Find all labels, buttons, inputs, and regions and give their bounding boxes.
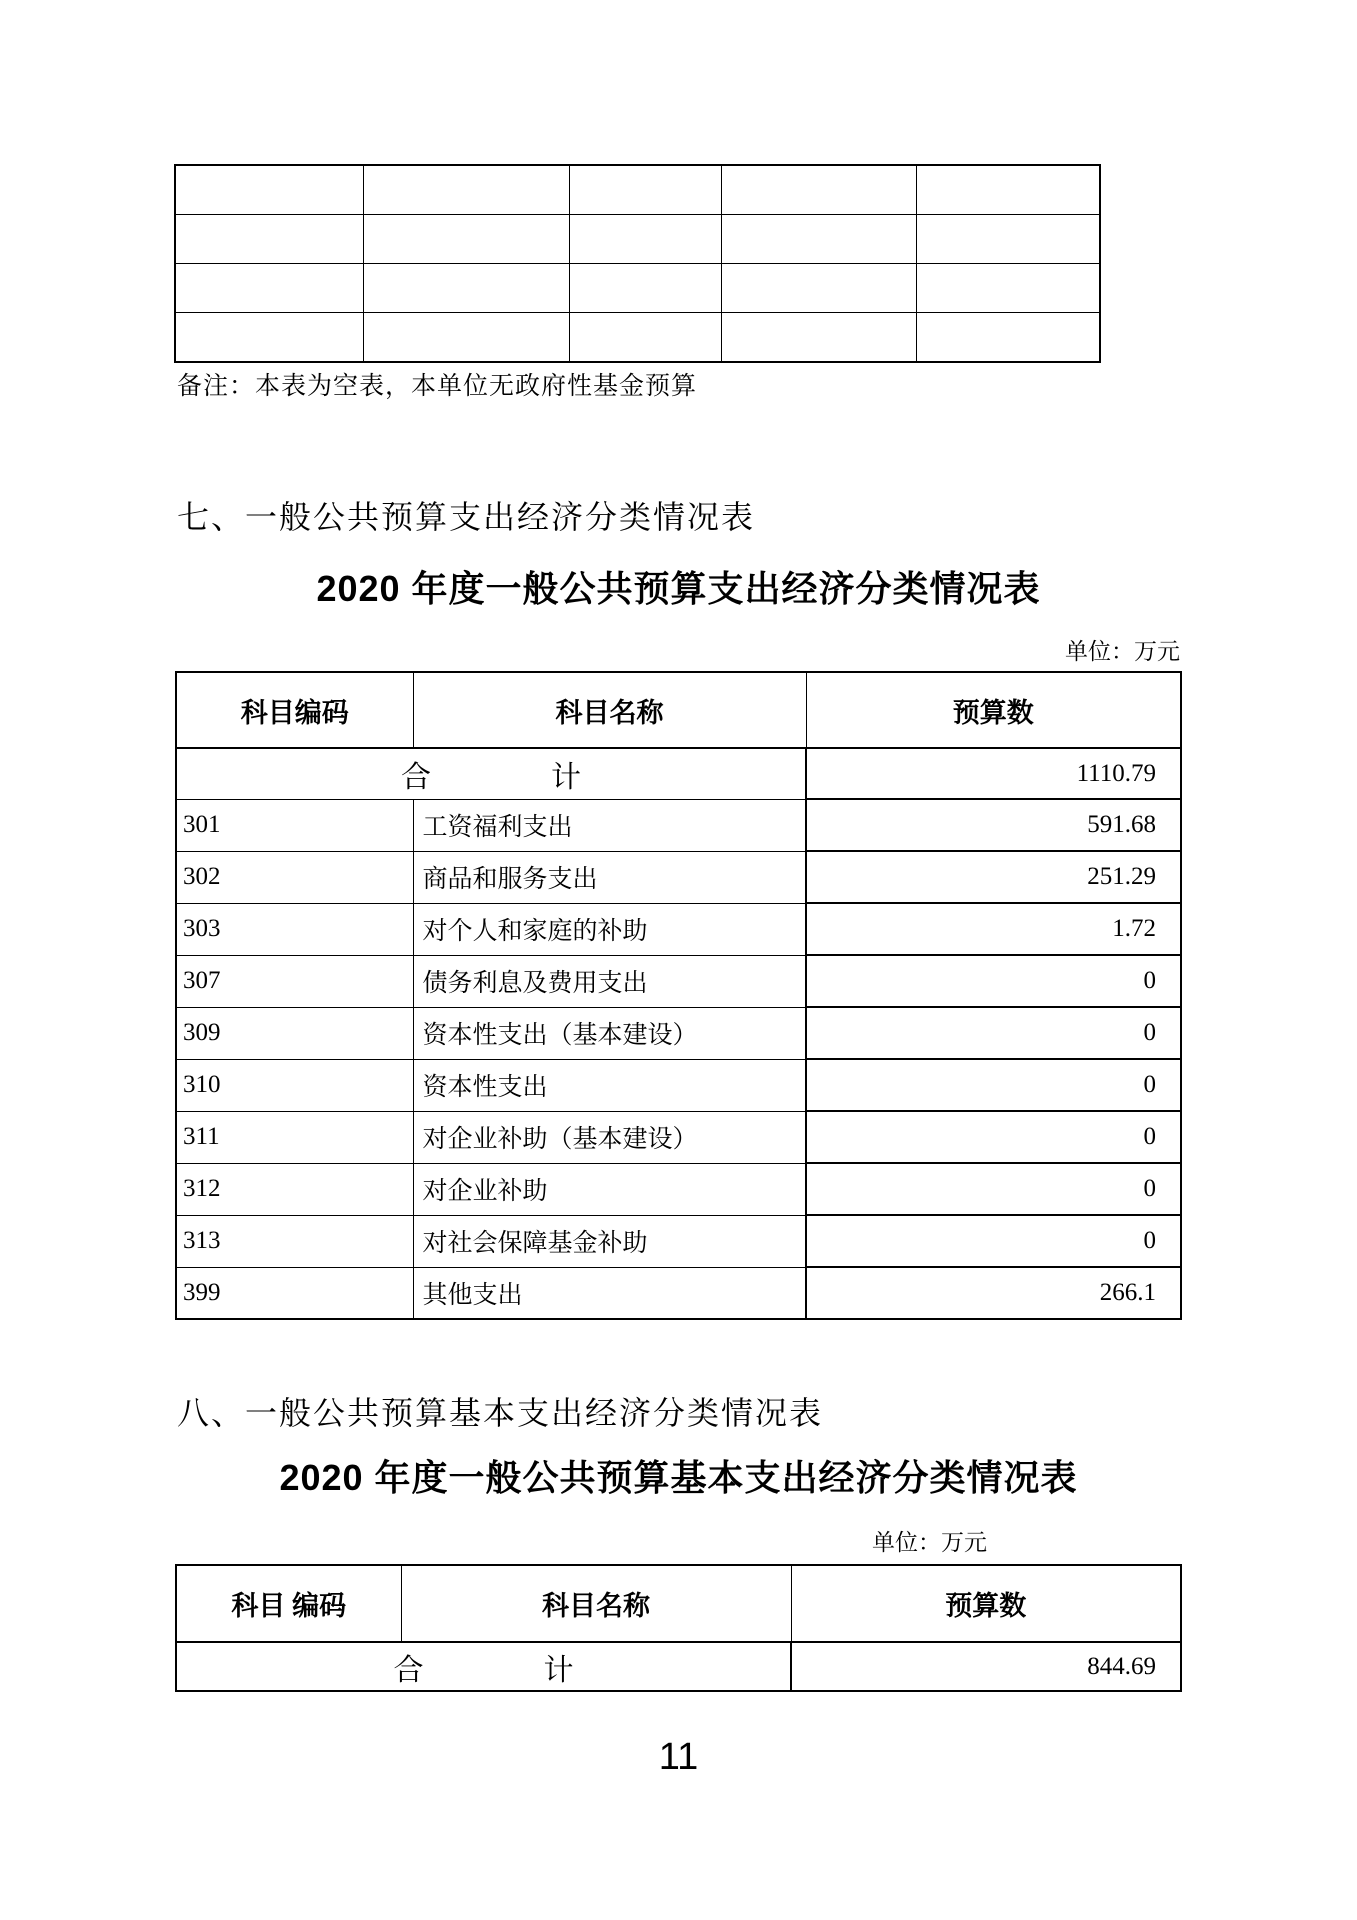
header-subject-code: 科目编码 <box>176 672 413 748</box>
subject-name: 资本性支出 <box>413 1059 806 1111</box>
empty-cell <box>721 165 916 215</box>
table-row <box>176 1267 1181 1319</box>
unit-label: 单位：万元 <box>1065 639 1180 664</box>
total-label: 合 计 <box>176 1642 791 1691</box>
budget-value: 266.1 <box>806 1267 1181 1319</box>
empty-cell <box>175 165 363 215</box>
total-label: 合 计 <box>176 748 806 799</box>
subject-code: 311 <box>176 1111 413 1163</box>
subject-code: 313 <box>176 1215 413 1267</box>
budget-value: 0 <box>806 1215 1181 1267</box>
subject-code: 399 <box>176 1267 413 1319</box>
table-row <box>176 799 1181 851</box>
header-subject-code: 科目 编码 <box>176 1565 401 1642</box>
subject-name: 其他支出 <box>413 1267 806 1319</box>
total-row <box>176 748 1181 799</box>
header-budget-amount: 预算数 <box>791 1565 1181 1642</box>
subject-code: 302 <box>176 851 413 903</box>
table-row <box>176 851 1181 903</box>
table-row <box>176 1007 1181 1059</box>
empty-cell <box>721 264 916 313</box>
budget-value: 0 <box>806 1059 1181 1111</box>
empty-cell <box>363 264 569 313</box>
empty-cell <box>916 264 1100 313</box>
table-row <box>175 313 1100 363</box>
section-7-heading: 七、一般公共预算支出经济分类情况表 <box>177 499 756 535</box>
subject-code: 303 <box>176 903 413 955</box>
subject-name: 债务利息及费用支出 <box>413 955 806 1007</box>
basic-expenditure-table <box>175 1564 1182 1692</box>
empty-government-fund-table <box>174 164 1101 363</box>
table-header-row <box>176 672 1181 748</box>
header-budget-amount: 预算数 <box>806 672 1181 748</box>
budget-value: 1.72 <box>806 903 1181 955</box>
budget-value: 591.68 <box>806 799 1181 851</box>
budget-value: 0 <box>806 1007 1181 1059</box>
empty-cell <box>916 313 1100 363</box>
empty-table-note: 备注：本表为空表，本单位无政府性基金预算 <box>177 373 698 400</box>
budget-value: 0 <box>806 1163 1181 1215</box>
subject-name: 对社会保障基金补助 <box>413 1215 806 1267</box>
empty-cell <box>569 165 721 215</box>
table-row <box>176 1163 1181 1215</box>
header-subject-name: 科目名称 <box>401 1565 791 1642</box>
empty-cell <box>569 215 721 264</box>
table-row <box>175 165 1100 215</box>
empty-cell <box>721 215 916 264</box>
unit-label: 单位：万元 <box>872 1530 987 1555</box>
empty-cell <box>363 165 569 215</box>
table-row <box>175 264 1100 313</box>
table-row <box>175 215 1100 264</box>
budget-value: 0 <box>806 1111 1181 1163</box>
general-public-budget-expenditure-table <box>175 671 1182 1320</box>
total-value: 844.69 <box>791 1642 1181 1691</box>
table-row <box>176 1059 1181 1111</box>
total-row <box>176 1642 1181 1691</box>
table-row <box>176 903 1181 955</box>
subject-name: 对企业补助（基本建设） <box>413 1111 806 1163</box>
subject-name: 商品和服务支出 <box>413 851 806 903</box>
empty-cell <box>916 165 1100 215</box>
budget-value: 251.29 <box>806 851 1181 903</box>
subject-name: 对企业补助 <box>413 1163 806 1215</box>
empty-cell <box>175 264 363 313</box>
table-row <box>176 955 1181 1007</box>
section-8-heading: 八、一般公共预算基本支出经济分类情况表 <box>177 1395 824 1431</box>
empty-cell <box>916 215 1100 264</box>
empty-cell <box>175 215 363 264</box>
total-value: 1110.79 <box>806 748 1181 799</box>
section-7-table-title: 2020 年度一般公共预算支出经济分类情况表 <box>316 568 1041 609</box>
subject-code: 309 <box>176 1007 413 1059</box>
table-row <box>176 1215 1181 1267</box>
subject-code: 312 <box>176 1163 413 1215</box>
subject-code: 301 <box>176 799 413 851</box>
subject-name: 资本性支出（基本建设） <box>413 1007 806 1059</box>
empty-cell <box>363 313 569 363</box>
empty-cell <box>721 313 916 363</box>
empty-cell <box>363 215 569 264</box>
subject-code: 310 <box>176 1059 413 1111</box>
budget-value: 0 <box>806 955 1181 1007</box>
header-subject-name: 科目名称 <box>413 672 806 748</box>
subject-code: 307 <box>176 955 413 1007</box>
page-number: 11 <box>658 1736 699 1778</box>
empty-cell <box>569 264 721 313</box>
table-header-row <box>176 1565 1181 1642</box>
empty-cell <box>175 313 363 363</box>
section-8-table-title: 2020 年度一般公共预算基本支出经济分类情况表 <box>279 1457 1078 1498</box>
subject-name: 工资福利支出 <box>413 799 806 851</box>
empty-cell <box>569 313 721 363</box>
table-row <box>176 1111 1181 1163</box>
subject-name: 对个人和家庭的补助 <box>413 903 806 955</box>
